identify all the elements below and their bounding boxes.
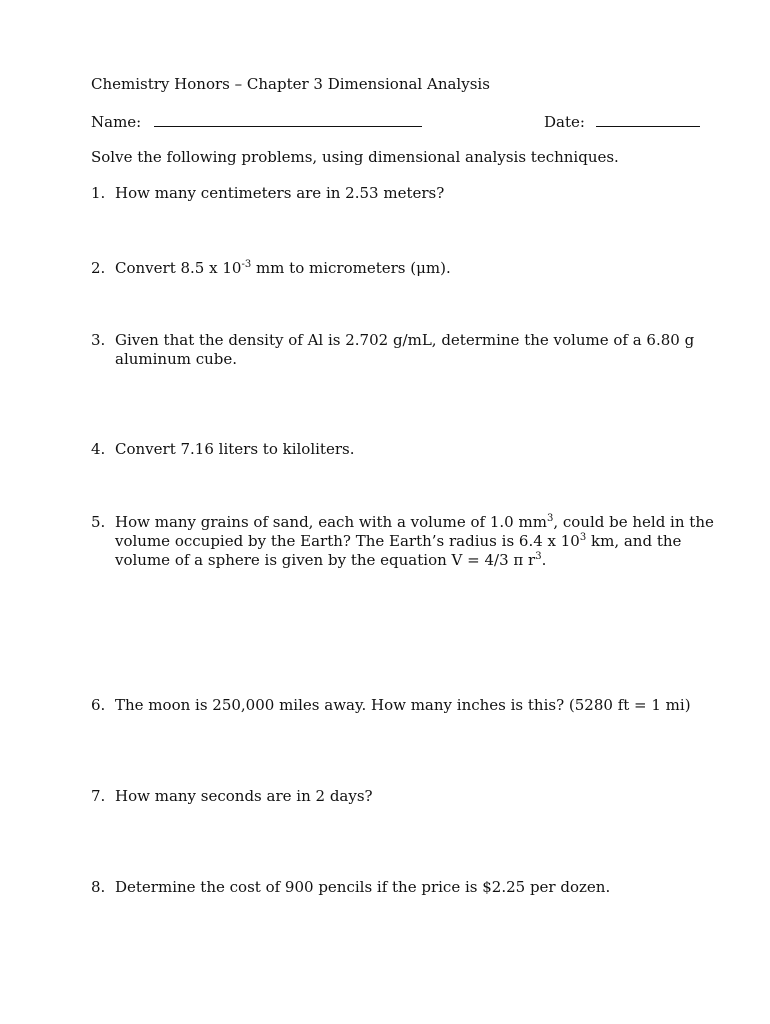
question-text-line xyxy=(115,532,711,551)
question-text-part: How many grains of sand, each with a volume of 1.0 mm xyxy=(115,513,547,531)
question-6 xyxy=(91,696,711,715)
page-title: Chemistry Honors – Chapter 3 Dimensional Analysis xyxy=(91,75,490,93)
exponent: 3 xyxy=(546,513,554,524)
question-text-line xyxy=(115,513,714,532)
question-5 xyxy=(91,513,714,570)
question-number: 8. xyxy=(91,878,106,896)
question-text-part: mm to micrometers (μm). xyxy=(251,259,451,277)
question-text: The moon is 250,000 miles away. How many inches is this? (5280 ft = 1 mi) xyxy=(115,696,691,714)
question-text-part: . xyxy=(541,551,547,569)
name-blank xyxy=(154,112,422,127)
name-label: Name: xyxy=(91,113,142,131)
name-field xyxy=(91,112,422,131)
question-2 xyxy=(91,259,711,278)
question-text-part: km, and the xyxy=(586,532,682,550)
instructions: Solve the following problems, using dimensional analysis techniques. xyxy=(91,148,619,166)
question-text-part: Convert 8.5 x 10 xyxy=(115,259,242,277)
question-text-line: aluminum cube. xyxy=(115,350,238,368)
question-1 xyxy=(91,184,711,203)
date-label: Date: xyxy=(544,113,585,131)
question-text xyxy=(115,513,714,570)
question-text-part: volume of a sphere is given by the equation V = 4/3 π r xyxy=(115,551,536,569)
question-text: Determine the cost of 900 pencils if the price is $2.25 per dozen. xyxy=(115,878,611,896)
question-text: How many centimeters are in 2.53 meters? xyxy=(115,184,445,202)
question-number: 3. xyxy=(91,331,106,349)
question-8 xyxy=(91,878,711,897)
question-number: 4. xyxy=(91,440,106,458)
question-text-line xyxy=(115,551,711,570)
question-7 xyxy=(91,787,711,806)
exponent: 3 xyxy=(579,532,587,543)
question-3 xyxy=(91,331,711,369)
question-text xyxy=(115,331,711,369)
question-number: 1. xyxy=(91,184,106,202)
question-text-part: , could be held in the xyxy=(553,513,714,531)
question-text: Convert 7.16 liters to kiloliters. xyxy=(115,440,355,458)
exponent: 3 xyxy=(535,551,542,562)
question-text-part: volume occupied by the Earth? The Earth’s radius is 6.4 x 10 xyxy=(115,532,580,550)
question-number: 2. xyxy=(91,259,106,277)
question-4 xyxy=(91,440,711,459)
question-number: 7. xyxy=(91,787,106,805)
question-number: 6. xyxy=(91,696,106,714)
question-text xyxy=(115,259,711,278)
date-field xyxy=(544,112,700,131)
question-text: How many seconds are in 2 days? xyxy=(115,787,373,805)
question-number: 5. xyxy=(91,513,106,531)
exponent: -3 xyxy=(241,259,252,270)
question-text-line: Given that the density of Al is 2.702 g/mL, determine the volume of a 6.80 g xyxy=(115,331,695,349)
date-blank xyxy=(596,112,700,127)
